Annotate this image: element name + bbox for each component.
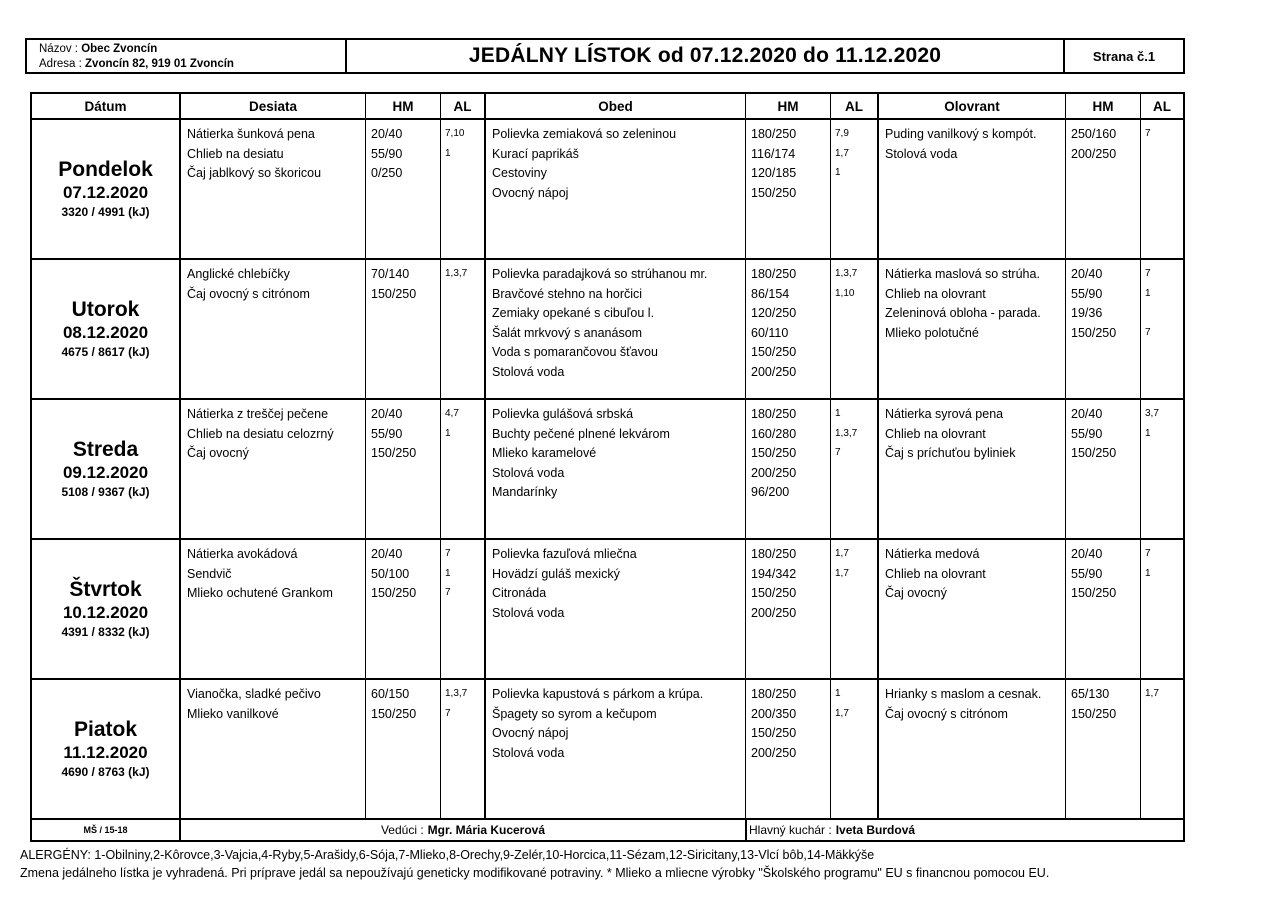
al-value: 7 bbox=[445, 707, 451, 719]
date-cell bbox=[32, 120, 181, 258]
al-value bbox=[835, 583, 875, 603]
meal-item: Mlieko ochutené Grankom bbox=[187, 586, 333, 600]
al-value: 7,9 bbox=[835, 128, 849, 139]
table-footer-row bbox=[32, 820, 1183, 840]
meal-item: Nátierka avokádová bbox=[187, 547, 298, 561]
olovrant-cell bbox=[879, 120, 1066, 258]
hm-value: 20/40 bbox=[371, 547, 403, 561]
date-cell bbox=[32, 400, 181, 538]
allergens-note: ALERGÉNY: 1-Obilniny,2-Kôrovce,3-Vajcia,4-Ryby,5-Arašidy,6-Sója,7-Mlieko,8-Orechy,9-Zelér,10-Horcica,11-Sézam,12-Siricitany,13-Vlcí bôb,14-Mäkkýše bbox=[20, 848, 875, 862]
day-energy: 4391 / 8332 (kJ) bbox=[61, 625, 150, 639]
meal-item: Mlieko karamelové bbox=[492, 446, 597, 460]
hm-value: 150/250 bbox=[371, 706, 417, 721]
al-value: 7 bbox=[1145, 128, 1151, 139]
olovrant-cell bbox=[879, 400, 1066, 538]
col-header-al-2: AL bbox=[831, 94, 879, 118]
kuchar-label: Hlavný kuchár : bbox=[749, 823, 832, 837]
hm-value: 60/150 bbox=[371, 687, 410, 701]
olovrant-hm-cell bbox=[1066, 680, 1141, 818]
org-name-line bbox=[39, 42, 339, 57]
meal-item: Nátierka medová bbox=[885, 547, 980, 561]
hm-value: 150/250 bbox=[371, 446, 417, 460]
al-value: 1 bbox=[835, 688, 841, 699]
desiata-al-cell bbox=[441, 260, 486, 398]
meal-item: Mlieko polotučné bbox=[885, 325, 979, 340]
hm-value: 200/350 bbox=[751, 706, 797, 721]
obed-cell bbox=[486, 400, 746, 538]
obed-al-cell bbox=[831, 400, 879, 538]
hm-value: 160/280 bbox=[751, 426, 797, 441]
hm-value: 20/40 bbox=[371, 127, 403, 141]
al-value: 1 bbox=[1145, 567, 1151, 579]
hm-value: 200/250 bbox=[1071, 146, 1117, 161]
al-value: 1 bbox=[1145, 427, 1151, 439]
al-value bbox=[445, 284, 482, 304]
al-value: 1,3,7 bbox=[835, 427, 858, 439]
hm-value: 180/250 bbox=[751, 407, 797, 421]
date-cell bbox=[32, 540, 181, 678]
meal-item: Vianočka, sladké pečivo bbox=[187, 687, 321, 701]
meal-item: Ovocný nápoj bbox=[492, 726, 569, 740]
al-value: 7 bbox=[1145, 548, 1151, 559]
al-value: 1,3,7 bbox=[445, 688, 468, 699]
al-value: 1,7 bbox=[835, 548, 849, 559]
meal-item: Nátierka syrová pena bbox=[885, 407, 1004, 421]
hm-value: 200/250 bbox=[751, 465, 797, 480]
day-row bbox=[32, 540, 1183, 680]
al-value: 1,7 bbox=[835, 707, 849, 719]
al-value: 1,7 bbox=[835, 147, 849, 159]
meal-item: Mandarínky bbox=[492, 485, 558, 499]
date-cell bbox=[32, 260, 181, 398]
olovrant-al-cell bbox=[1141, 120, 1183, 258]
desiata-al-cell bbox=[441, 680, 486, 818]
meal-item: Polievka gulášová srbská bbox=[492, 407, 634, 421]
meal-item: Chlieb na desiatu bbox=[187, 146, 284, 161]
al-value: 1 bbox=[835, 408, 841, 419]
meal-item: Hovädzí guláš mexický bbox=[492, 566, 620, 581]
meal-item: Kurací paprikáš bbox=[492, 146, 579, 161]
meal-item: Polievka kapustová s párkom a krúpa. bbox=[492, 687, 704, 701]
hm-value: 250/160 bbox=[1071, 127, 1117, 141]
hm-value: 55/90 bbox=[1071, 426, 1103, 441]
hm-value: 150/250 bbox=[751, 726, 797, 740]
hm-value: 150/250 bbox=[1071, 446, 1117, 460]
hm-value: 60/110 bbox=[751, 325, 789, 340]
hm-value: 150/250 bbox=[751, 586, 797, 600]
hm-value: 55/90 bbox=[371, 146, 403, 161]
veduci-value: Mgr. Mária Kucerová bbox=[427, 823, 546, 837]
day-date: 10.12.2020 bbox=[62, 603, 149, 622]
desiata-al-cell bbox=[441, 400, 486, 538]
obed-cell bbox=[486, 260, 746, 398]
al-value bbox=[1145, 443, 1181, 463]
nazov-value: Obec Zvoncín bbox=[81, 43, 158, 55]
hm-value: 20/40 bbox=[1071, 547, 1103, 561]
hm-value: 65/130 bbox=[1071, 687, 1110, 701]
olovrant-al-cell bbox=[1141, 400, 1183, 538]
obed-cell bbox=[486, 680, 746, 818]
meal-item: Špagety so syrom a kečupom bbox=[492, 706, 657, 721]
al-value bbox=[1145, 704, 1181, 724]
desiata-cell bbox=[181, 400, 366, 538]
meal-item: Stolová voda bbox=[492, 605, 565, 620]
meal-item: Voda s pomarančovou šťavou bbox=[492, 345, 658, 359]
menu-table-body bbox=[32, 120, 1183, 820]
page-number: Strana č.1 bbox=[1063, 40, 1183, 72]
meal-item: Čaj s príchuťou byliniek bbox=[885, 446, 1016, 460]
hm-value: 194/342 bbox=[751, 566, 797, 581]
al-value bbox=[835, 362, 875, 382]
al-value: 7 bbox=[1145, 268, 1151, 279]
meal-item: Sendvič bbox=[187, 566, 232, 581]
al-value bbox=[445, 443, 482, 463]
hm-value: 55/90 bbox=[371, 426, 403, 441]
al-value: 1,3,7 bbox=[445, 268, 468, 279]
menu-table bbox=[30, 92, 1185, 842]
olovrant-cell bbox=[879, 540, 1066, 678]
day-date: 08.12.2020 bbox=[62, 323, 149, 342]
al-value: 3,7 bbox=[1145, 408, 1159, 419]
desiata-hm-cell bbox=[366, 400, 441, 538]
al-value: 7,10 bbox=[445, 128, 465, 139]
meal-item: Citronáda bbox=[492, 586, 547, 600]
org-address-line bbox=[39, 57, 339, 72]
meal-item: Chlieb na desiatu celozrný bbox=[187, 426, 334, 441]
olovrant-hm-cell bbox=[1066, 540, 1141, 678]
meal-item: Zeleninová obloha - parada. bbox=[885, 306, 1041, 320]
meal-item: Čaj ovocný bbox=[885, 586, 947, 600]
al-value: 7 bbox=[445, 548, 451, 559]
hm-value: 200/250 bbox=[751, 745, 797, 760]
disclaimer-note: Zmena jedálneho lístka je vyhradená. Pri príprave jedál sa nepoužívajú geneticky modifikované potraviny. * Mlieko a mliecne výrobky "Školského programu" EU s financnou pomocou EU. bbox=[20, 866, 1050, 880]
day-row bbox=[32, 680, 1183, 820]
al-value: 1 bbox=[1145, 287, 1151, 299]
page-title: JEDÁLNY LÍSTOK od 07.12.2020 do 11.12.2020 bbox=[468, 44, 942, 67]
adresa-value: Zvoncín 82, 919 01 Zvoncín bbox=[85, 58, 234, 70]
hm-value: 96/200 bbox=[751, 485, 790, 499]
meal-item: Chlieb na olovrant bbox=[885, 286, 986, 301]
meal-item: Nátierka z treščej pečene bbox=[187, 407, 329, 421]
meal-item: Stolová voda bbox=[492, 364, 565, 379]
meal-item: Čaj ovocný bbox=[187, 446, 249, 460]
al-value: 1 bbox=[835, 167, 841, 178]
org-info bbox=[27, 40, 347, 72]
meal-item: Stolová voda bbox=[492, 465, 565, 480]
al-value: 1,10 bbox=[835, 287, 855, 299]
hm-value: 200/250 bbox=[751, 364, 797, 379]
desiata-hm-cell bbox=[366, 120, 441, 258]
day-energy: 4690 / 8763 (kJ) bbox=[61, 765, 150, 779]
obed-hm-cell bbox=[746, 400, 831, 538]
al-value: 7 bbox=[835, 447, 841, 458]
hm-value: 150/250 bbox=[751, 446, 797, 460]
olovrant-hm-cell bbox=[1066, 260, 1141, 398]
meal-item: Hrianky s maslom a cesnak. bbox=[885, 687, 1042, 701]
meal-item: Polievka zemiaková so zeleninou bbox=[492, 127, 677, 141]
meal-item: Čaj ovocný s citrónom bbox=[187, 286, 310, 301]
desiata-hm-cell bbox=[366, 260, 441, 398]
hm-value: 180/250 bbox=[751, 687, 797, 701]
day-date: 11.12.2020 bbox=[63, 743, 148, 762]
meal-item: Stolová voda bbox=[492, 745, 565, 760]
desiata-cell bbox=[181, 120, 366, 258]
meal-item: Čaj jablkový so škoricou bbox=[187, 166, 322, 180]
col-header-datum: Dátum bbox=[32, 94, 181, 118]
olovrant-hm-cell bbox=[1066, 400, 1141, 538]
al-value bbox=[835, 482, 875, 502]
hm-value: 116/174 bbox=[751, 146, 796, 161]
olovrant-al-cell bbox=[1141, 260, 1183, 398]
meal-item: Nátierka šunková pena bbox=[187, 127, 315, 141]
al-value: 7 bbox=[1145, 326, 1151, 338]
hm-value: 150/250 bbox=[1071, 325, 1117, 340]
desiata-al-cell bbox=[441, 120, 486, 258]
olovrant-hm-cell bbox=[1066, 120, 1141, 258]
col-header-al-3: AL bbox=[1153, 98, 1171, 114]
olovrant-cell bbox=[879, 260, 1066, 398]
footnotes bbox=[20, 846, 1265, 882]
olovrant-cell bbox=[879, 680, 1066, 818]
hm-value: 86/154 bbox=[751, 286, 790, 301]
obed-hm-cell bbox=[746, 260, 831, 398]
day-name: Štvrtok bbox=[69, 578, 142, 601]
meal-item: Bravčové stehno na horčici bbox=[492, 286, 643, 301]
col-header-desiata: Desiata bbox=[181, 94, 366, 118]
al-value bbox=[835, 723, 875, 743]
hm-value: 55/90 bbox=[1071, 566, 1103, 581]
day-row bbox=[32, 120, 1183, 260]
day-energy: 4675 / 8617 (kJ) bbox=[61, 345, 150, 359]
desiata-cell bbox=[181, 540, 366, 678]
al-value: 1,7 bbox=[835, 567, 849, 579]
meal-item: Cestoviny bbox=[492, 166, 547, 180]
al-value: 1,3,7 bbox=[835, 268, 858, 279]
meal-item: Čaj ovocný s citrónom bbox=[885, 706, 1008, 721]
al-value bbox=[1145, 303, 1181, 323]
col-header-hm-1: HM bbox=[366, 94, 441, 118]
al-value bbox=[445, 163, 482, 183]
adresa-label: Adresa : bbox=[39, 58, 82, 70]
form-code: MŠ / 15-18 bbox=[32, 820, 181, 840]
al-value bbox=[835, 603, 875, 623]
hm-value: 150/250 bbox=[751, 345, 797, 359]
meal-item: Chlieb na olovrant bbox=[885, 566, 986, 581]
meal-item: Stolová voda bbox=[885, 146, 958, 161]
obed-hm-cell bbox=[746, 540, 831, 678]
day-row bbox=[32, 260, 1183, 400]
day-name: Streda bbox=[72, 438, 139, 461]
al-value bbox=[835, 463, 875, 483]
hm-value: 200/250 bbox=[751, 605, 797, 620]
date-cell bbox=[32, 680, 181, 818]
meal-item: Chlieb na olovrant bbox=[885, 426, 986, 441]
al-value bbox=[1145, 583, 1181, 603]
hm-value: 150/250 bbox=[751, 185, 797, 200]
hm-value: 20/40 bbox=[1071, 267, 1103, 281]
meal-item: Polievka paradajková so strúhanou mr. bbox=[492, 267, 708, 281]
al-value: 1 bbox=[445, 427, 451, 439]
meal-item: Zemiaky opekané s cibuľou l. bbox=[492, 306, 655, 320]
day-energy: 5108 / 9367 (kJ) bbox=[61, 485, 150, 499]
day-name: Pondelok bbox=[58, 158, 153, 181]
kuchar-value: Iveta Burdová bbox=[835, 823, 916, 837]
day-date: 09.12.2020 bbox=[62, 463, 149, 482]
meal-item: Anglické chlebíčky bbox=[187, 267, 290, 281]
hm-value: 120/185 bbox=[751, 166, 797, 180]
obed-al-cell bbox=[831, 260, 879, 398]
meal-item: Puding vanilkový s kompót. bbox=[885, 127, 1037, 141]
meal-item: Buchty pečené plnené lekvárom bbox=[492, 426, 670, 441]
hm-value: 150/250 bbox=[1071, 706, 1117, 721]
hm-value: 180/250 bbox=[751, 267, 797, 281]
hm-value: 0/250 bbox=[371, 166, 403, 180]
meal-item: Nátierka maslová so strúha. bbox=[885, 267, 1040, 281]
desiata-cell bbox=[181, 260, 366, 398]
hm-value: 20/40 bbox=[371, 407, 403, 421]
hm-value: 150/250 bbox=[371, 286, 417, 301]
hm-value: 55/90 bbox=[1071, 286, 1103, 301]
hm-value: 70/140 bbox=[371, 267, 410, 281]
desiata-hm-cell bbox=[366, 540, 441, 678]
olovrant-al-cell bbox=[1141, 540, 1183, 678]
obed-al-cell bbox=[831, 540, 879, 678]
al-value: 7 bbox=[445, 587, 451, 598]
veduci-cell bbox=[181, 820, 747, 840]
meal-item: Polievka fazuľová mliečna bbox=[492, 547, 637, 561]
hm-value: 19/36 bbox=[1071, 306, 1103, 320]
obed-al-cell bbox=[831, 120, 879, 258]
obed-hm-cell bbox=[746, 680, 831, 818]
column-header-row bbox=[32, 94, 1183, 120]
hm-value: 150/250 bbox=[1071, 586, 1117, 600]
al-value bbox=[835, 323, 875, 343]
meal-item: Mlieko vanilkové bbox=[187, 706, 279, 721]
desiata-cell bbox=[181, 680, 366, 818]
nazov-label: Názov : bbox=[39, 43, 78, 55]
kuchar-cell bbox=[747, 820, 1183, 840]
obed-hm-cell bbox=[746, 120, 831, 258]
al-value bbox=[835, 303, 875, 323]
meal-item: Šalát mrkvový s ananásom bbox=[492, 325, 643, 340]
day-name: Utorok bbox=[71, 298, 140, 321]
desiata-hm-cell bbox=[366, 680, 441, 818]
obed-cell bbox=[486, 540, 746, 678]
col-header-al-1: AL bbox=[441, 94, 486, 118]
al-value bbox=[835, 342, 875, 362]
al-value bbox=[835, 183, 875, 203]
hm-value: 20/40 bbox=[1071, 407, 1103, 421]
meal-item: Ovocný nápoj bbox=[492, 185, 569, 200]
hm-value: 180/250 bbox=[751, 547, 797, 561]
obed-al-cell bbox=[831, 680, 879, 818]
col-header-obed: Obed bbox=[486, 94, 746, 118]
hm-value: 150/250 bbox=[371, 586, 417, 600]
al-value bbox=[835, 743, 875, 763]
olovrant-al-cell bbox=[1141, 680, 1183, 818]
hm-value: 50/100 bbox=[371, 566, 410, 581]
veduci-label: Vedúci : bbox=[380, 823, 424, 837]
col-header-olovrant: Olovrant bbox=[879, 94, 1066, 118]
col-header-hm-3: HM bbox=[1066, 94, 1141, 118]
hm-value: 120/250 bbox=[751, 306, 797, 320]
hm-value: 180/250 bbox=[751, 127, 797, 141]
day-row bbox=[32, 400, 1183, 540]
al-value: 1 bbox=[445, 147, 451, 159]
col-header-hm-2: HM bbox=[746, 94, 831, 118]
day-name: Piatok bbox=[73, 718, 138, 741]
al-value bbox=[1145, 144, 1181, 164]
day-date: 07.12.2020 bbox=[62, 183, 149, 202]
al-value: 1,7 bbox=[1145, 688, 1159, 699]
al-value: 1 bbox=[445, 567, 451, 579]
al-value: 4,7 bbox=[445, 408, 459, 419]
desiata-al-cell bbox=[441, 540, 486, 678]
document-header bbox=[25, 38, 1185, 74]
day-energy: 3320 / 4991 (kJ) bbox=[61, 205, 150, 219]
obed-cell bbox=[486, 120, 746, 258]
